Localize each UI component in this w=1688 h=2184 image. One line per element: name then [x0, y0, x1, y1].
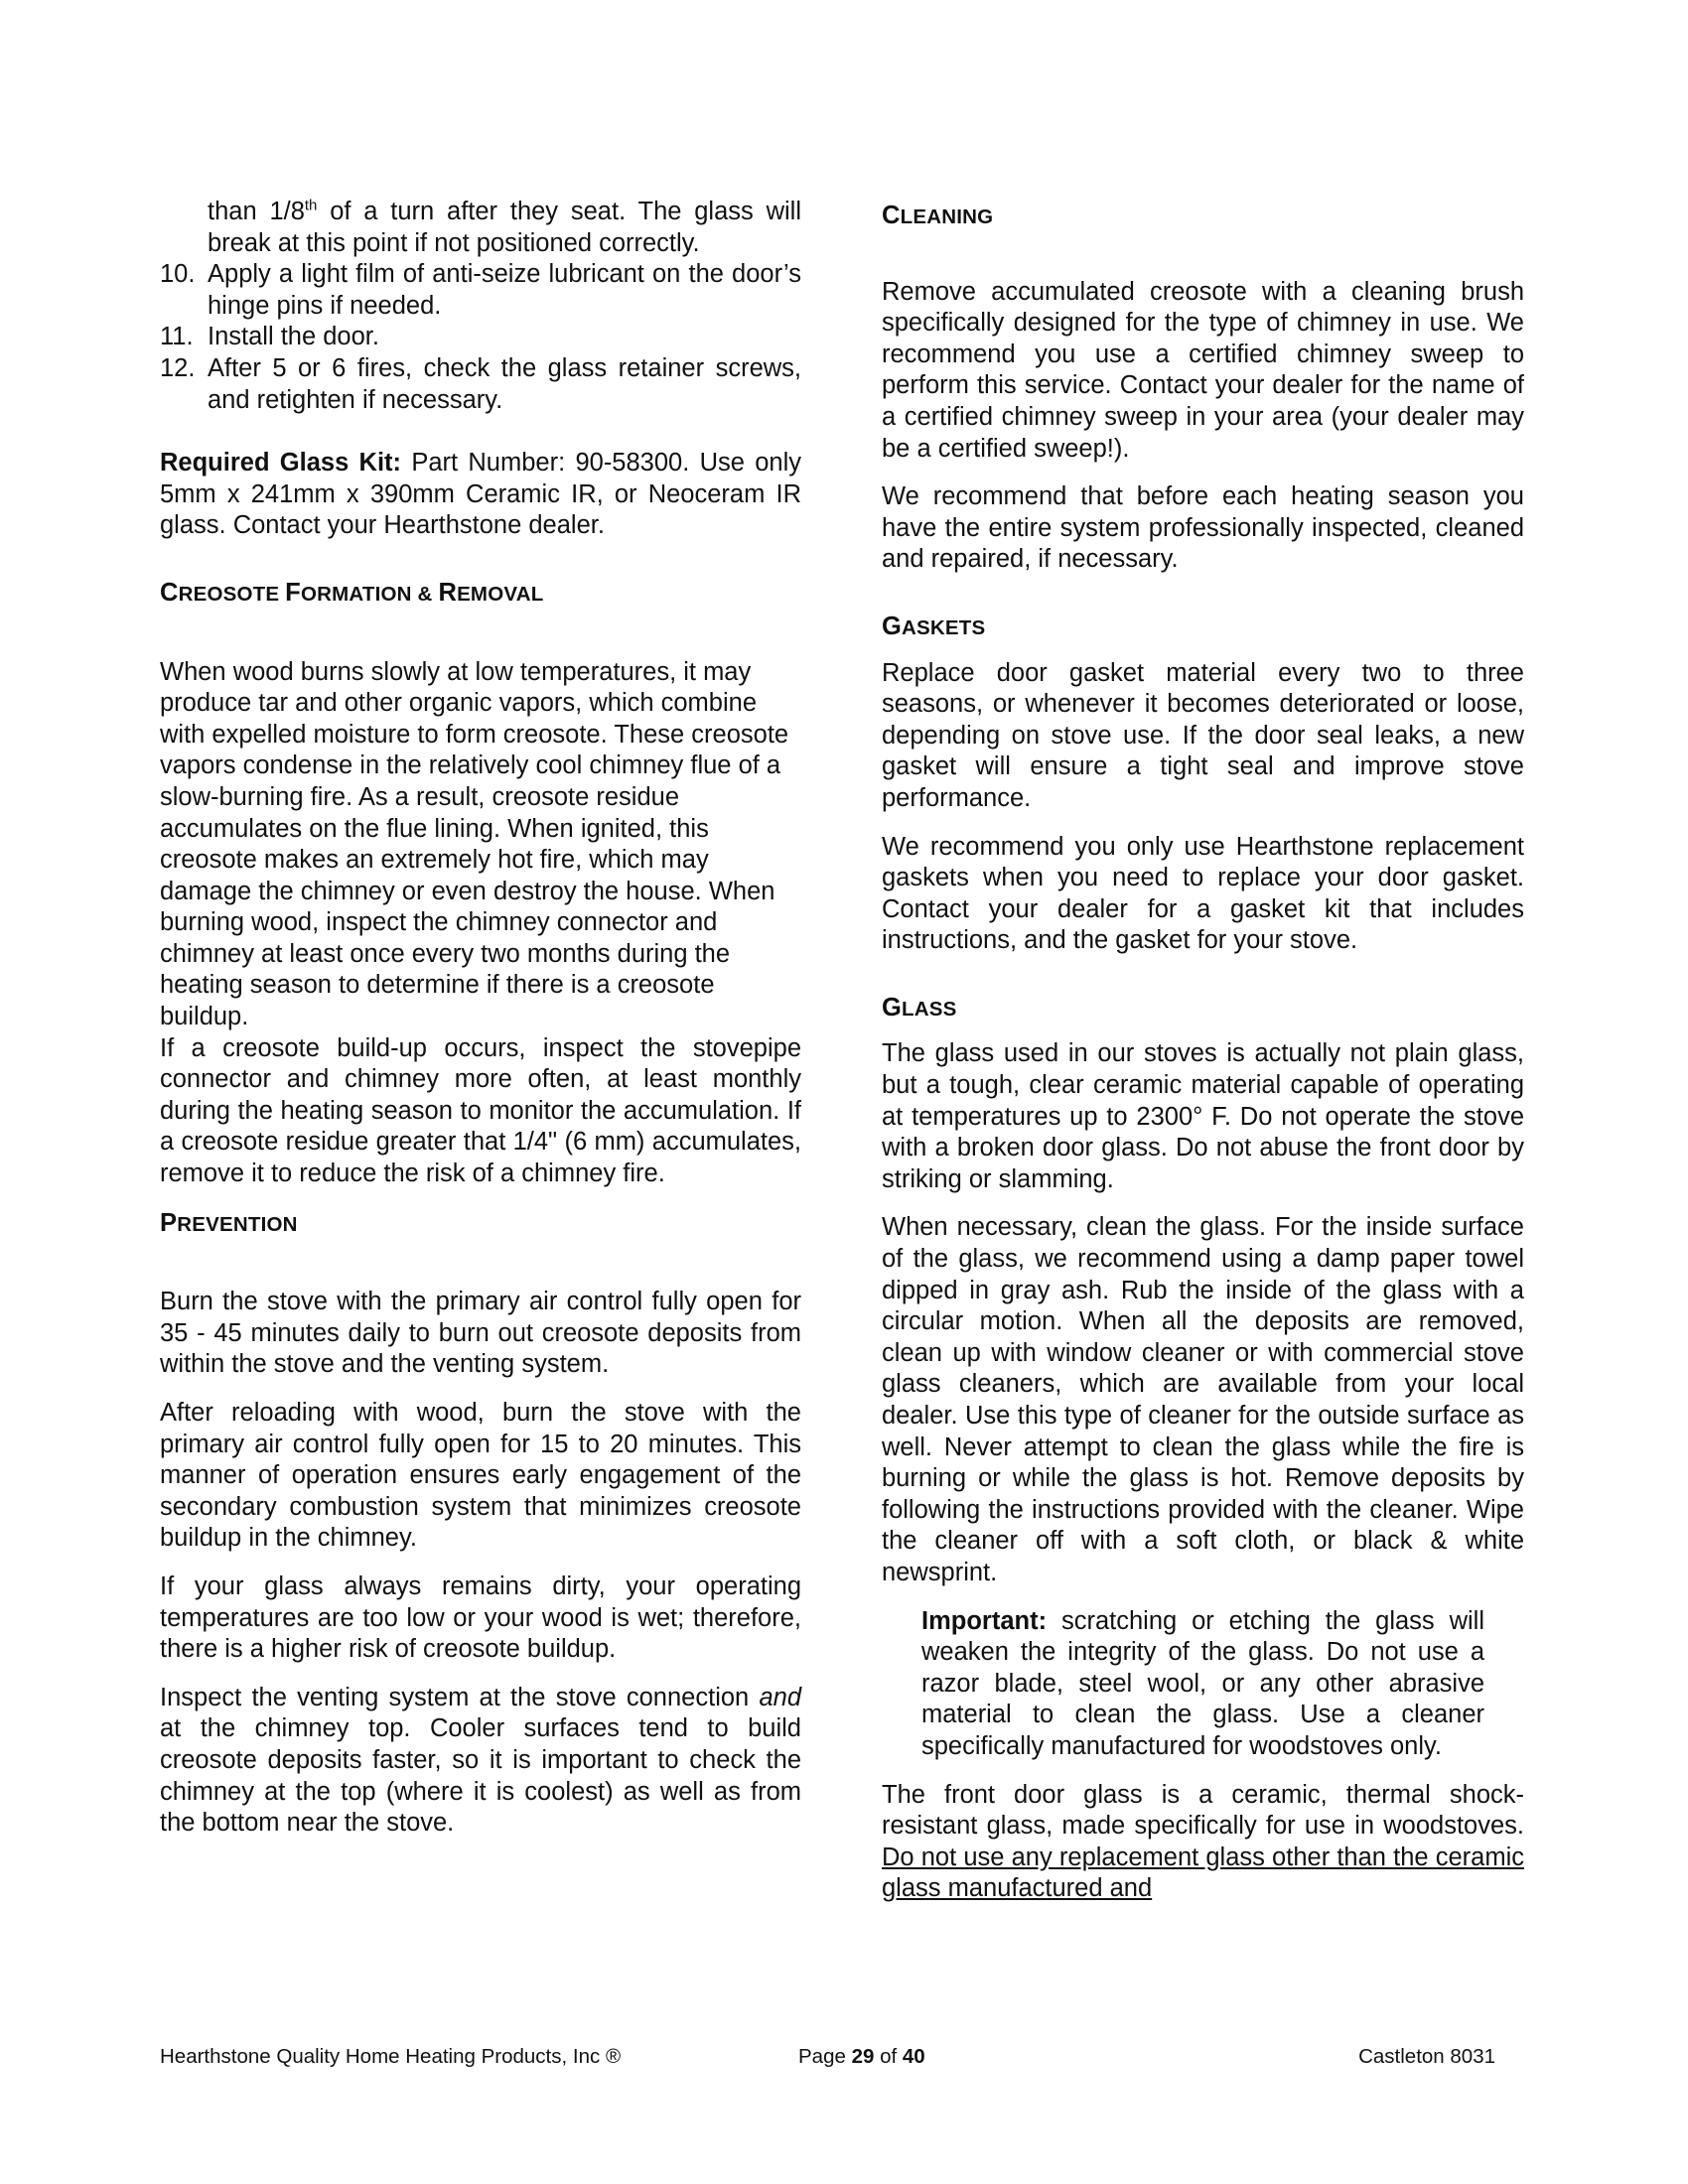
gaskets-heading: GASKETS [882, 612, 986, 640]
prevention-heading: PREVENTION [160, 1208, 298, 1237]
footer-page-number: Page 29 of 40 [798, 2045, 925, 2068]
continued-step-text: than 1/8th of a turn after they seat. The glass will break at this point if not positioned correctly. [208, 197, 801, 257]
footer-model: Castleton 8031 [1358, 2045, 1495, 2068]
creosote-paragraph-2: If a creosote build-up occurs, inspect the stovepipe connector and chimney more often, at least monthly during the heating season to monitor the accumulation. If a creosote residue greater that 1/4" (6 mm) accumulates, remove it to reduce the risk of a chimney fire. [160, 1033, 801, 1188]
important-note: Important: scratching or etching the glass will weaken the integrity of the glass. Do not use a razor blade, steel wool, or any other abrasive material to clean the glass. Use a cleaner specifically manufactured for woodstoves only. [921, 1606, 1484, 1760]
prevention-paragraph-4: Inspect the venting system at the stove connection and at the chimney top. Cooler surfaces tend to build creosote deposits faster, so it is important to check the chimney at the top (where it is coolest) as well as from the bottom near the stove. [160, 1683, 801, 1838]
gaskets-paragraph-2: We recommend you only use Hearthstone replacement gaskets when you need to replace your door gasket. Contact your dealer for a gasket kit that includes instructions, and the gasket for your stove. [882, 832, 1524, 955]
glass-heading: GLASS [882, 993, 957, 1022]
cleaning-heading: CLEANING [882, 202, 994, 229]
creosote-heading: CREOSOTE FORMATION & REMOVAL [160, 578, 544, 607]
step-10: 10. Apply a light film of anti-seize lubricant on the door’s hinge pins if needed. [160, 260, 801, 320]
step-12: 12. After 5 or 6 fires, check the glass retainer screws, and retighten if necessary. [160, 353, 801, 414]
glass-kit-label: Required Glass Kit: [160, 449, 402, 478]
creosote-paragraph-1: When wood burns slowly at low temperatures, it may produce tar and other organic vapors, which combine with expelled moisture to form creosote. These creosote vapors condense in the relatively cool chimney flue of a slow-burning fire. As a result, creosote residue accumulates on the flue lining. When ignited, this creosote makes an extremely hot fire, which may damage the chimney or even destroy the house. When burning wood, inspect the chimney connector and chimney at least once every two months during the heating season to determine if there is a creosote buildup. [160, 657, 789, 1031]
superscript-th: th [304, 197, 318, 214]
instruction-steps [160, 259, 801, 416]
prevention-paragraph-2: After reloading with wood, burn the stove with the primary air control fully open for 15 to 20 minutes. This manner of operation ensures early engagement of the secondary combustion system that minimizes creosote buildup in the chimney. [160, 1399, 801, 1553]
cleaning-paragraph-1: Remove accumulated creosote with a cleaning brush specifically designed for the type of chimney in use. We recommend you use a certified chimney sweep to perform this service. Contact your dealer for the name of a certified chimney sweep in your area (your dealer may be a certified sweep!). [882, 277, 1524, 463]
prevention-paragraph-1: Burn the stove with the primary air control fully open for 35 - 45 minutes daily to burn out creosote deposits from within the stove and the venting system. [160, 1288, 801, 1379]
right-column [882, 197, 1524, 1905]
cleaning-paragraph-2: We recommend that before each heating season you have the entire system professionally inspected, cleaned and repaired, if necessary. [882, 482, 1524, 574]
glass-paragraph-3: The front door glass is a ceramic, thermal shock-resistant glass, made specifically for use in woodstoves. Do not use any replacement glass other than the ceramic glass manufactured and [882, 1780, 1524, 1903]
glass-kit-paragraph: Required Glass Kit: Part Number: 90-58300. Use only 5mm x 241mm x 390mm Ceramic IR, or Neoceram IR glass. Contact your Hearthstone dealer. [160, 449, 801, 540]
footer-company: Hearthstone Quality Home Heating Products, Inc ® [160, 2045, 622, 2068]
left-column [160, 197, 801, 1840]
glass-paragraph-2: When necessary, clean the glass. For the inside surface of the glass, we recommend using a damp paper towel dipped in gray ash. Rub the inside of the glass with a circular motion. When all the deposits are removed, clean up with window cleaner or with commercial stove glass cleaners, which are available from your local dealer. Use this type of cleaner for the outside surface as well. Never attempt to clean the glass while the fire is burning or while the glass is hot. Remove deposits by following the instructions provided with the cleaner. Wipe the cleaner off with a soft cloth, or black & white newsprint. [882, 1213, 1524, 1586]
underlined-warning: Do not use any replacement glass other than the ceramic glass manufactured and [882, 1843, 1524, 1903]
step-11: 11. Install the door. [160, 323, 379, 351]
emphasis-and: and [759, 1683, 801, 1711]
important-label: Important: [921, 1606, 1048, 1635]
page-footer [160, 2045, 1495, 2075]
gaskets-paragraph-1: Replace door gasket material every two to three seasons, or whenever it becomes deteriorated or loose, depending on stove use. If the door seal leaks, a new gasket will ensure a tight seal and improve stove performance. [882, 658, 1524, 812]
glass-paragraph-1: The glass used in our stoves is actually not plain glass, but a tough, clear ceramic material capable of operating at temperatures up to 2300° F. Do not operate the stove with a broken door glass. Do not abuse the front door by striking or slamming. [882, 1039, 1524, 1193]
prevention-paragraph-3: If your glass always remains dirty, your operating temperatures are too low or your wood is wet; therefore, there is a higher risk of creosote buildup. [160, 1571, 801, 1664]
